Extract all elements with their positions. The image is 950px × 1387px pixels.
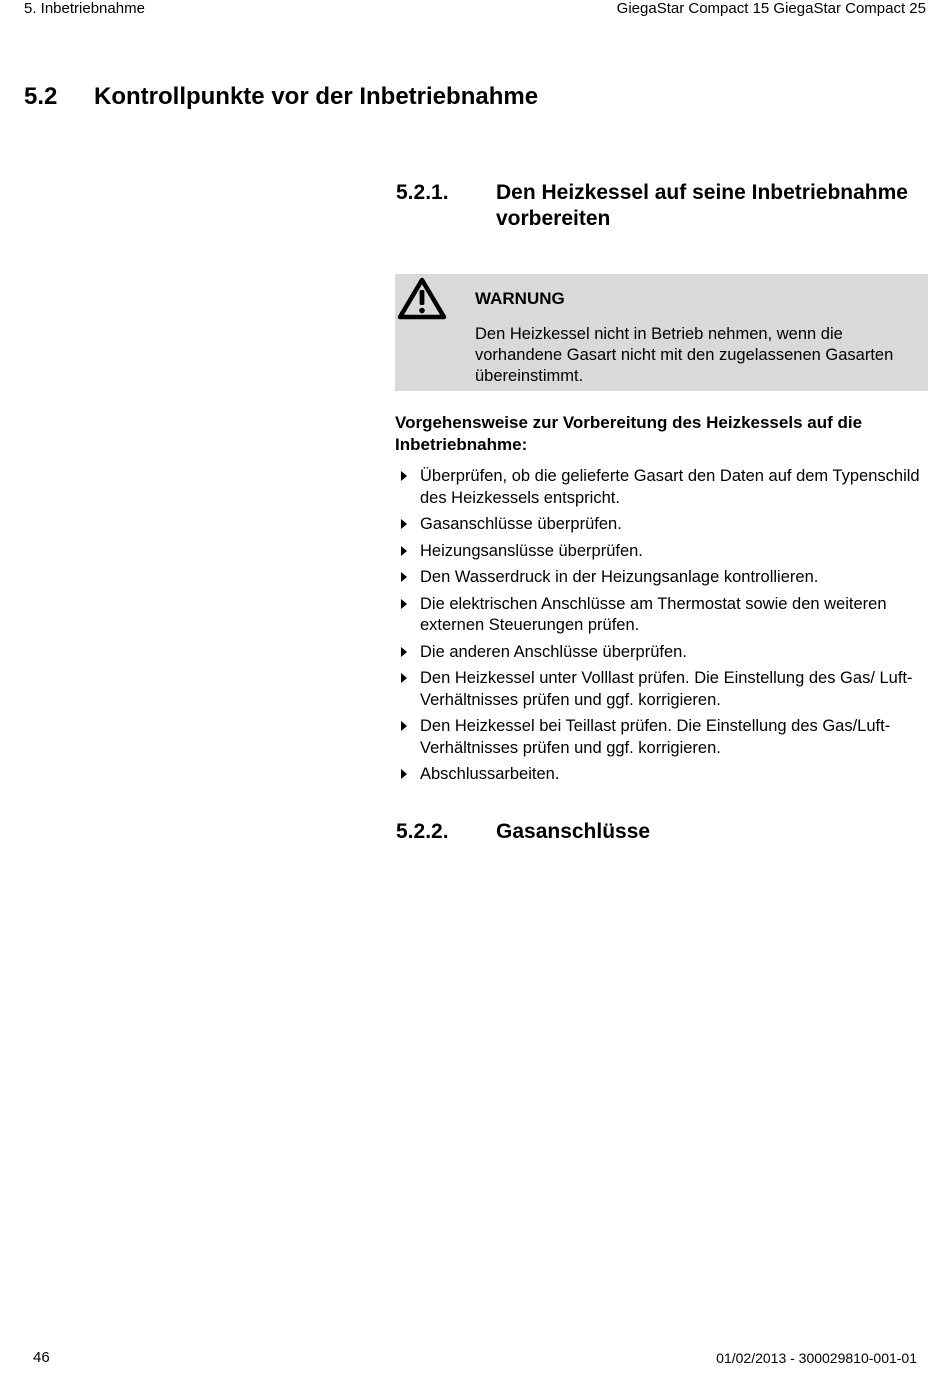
header-product: GiegaStar Compact 15 GiegaStar Compact 25 — [616, 0, 926, 17]
bullet-arrow-icon — [401, 673, 407, 683]
page-number: 46 — [33, 1349, 50, 1366]
step-text: Den Heizkessel bei Teillast prüfen. Die Einstellung des Gas/Luft-Verhältnisses prüfen und ggf. korrigieren. — [420, 717, 891, 757]
step-text: Überprüfen, ob die gelieferte Gasart den Daten auf dem Typenschild des Heizkessels entspricht. — [420, 467, 920, 507]
bullet-arrow-icon — [401, 721, 407, 731]
warning-triangle-icon — [397, 276, 447, 320]
bullet-arrow-icon — [401, 471, 407, 481]
subsection-heading-2 — [396, 819, 936, 845]
list-item — [398, 642, 938, 664]
subsection-title-2: Gasanschlüsse — [496, 820, 651, 843]
list-item — [398, 764, 938, 786]
step-text: Die elektrischen Anschlüsse am Thermostat sowie den weiteren externen Steuerungen prüfen. — [420, 594, 887, 634]
bullet-arrow-icon — [401, 572, 407, 582]
warning-title: WARNUNG — [475, 289, 565, 308]
step-text: Die anderen Anschlüsse überprüfen. — [420, 642, 687, 661]
section-heading — [24, 82, 538, 112]
list-item — [398, 668, 938, 711]
warning-box — [395, 274, 928, 391]
procedure-intro: Vorgehensweise zur Vorbereitung des Heizkessels auf die Inbetriebnahme: — [395, 413, 863, 454]
list-item — [398, 514, 938, 536]
subsection-title-1: Den Heizkessel auf seine Inbetriebnahme vorbereiten — [496, 181, 908, 230]
bullet-arrow-icon — [401, 647, 407, 657]
subsection-heading-1 — [396, 180, 936, 232]
step-text: Den Heizkessel unter Volllast prüfen. Die Einstellung des Gas/ Luft-Verhältnisses prüfen und ggf. korrigieren. — [420, 669, 913, 709]
list-item — [398, 541, 938, 563]
list-item — [398, 567, 938, 589]
list-item — [398, 716, 938, 759]
bullet-arrow-icon — [401, 769, 407, 779]
step-text: Den Wasserdruck in der Heizungsanlage kontrollieren. — [420, 568, 819, 586]
subsection-number-1: 5.2.1. — [396, 181, 449, 204]
subsection-number-2: 5.2.2. — [396, 820, 449, 843]
step-text: Heizungsanslüsse überprüfen. — [420, 541, 643, 560]
section-number: 5.2 — [24, 83, 58, 110]
warning-text: Den Heizkessel nicht in Betrieb nehmen, wenn die vorhandene Gasart nicht mit den zugelassenen Gasarten übereinstimmt. — [475, 325, 894, 385]
header-chapter: 5. Inbetriebnahme — [24, 0, 145, 17]
document-reference: 01/02/2013 - 300029810-001-01 — [716, 1350, 917, 1366]
step-text: Gasanschlüsse überprüfen. — [420, 515, 622, 533]
list-item — [398, 594, 938, 637]
list-item — [398, 466, 938, 509]
procedure-steps — [398, 466, 938, 791]
bullet-arrow-icon — [401, 599, 407, 609]
step-text: Abschlussarbeiten. — [420, 765, 560, 783]
section-title: Kontrollpunkte vor der Inbetriebnahme — [94, 83, 539, 110]
bullet-arrow-icon — [401, 546, 407, 556]
bullet-arrow-icon — [401, 519, 407, 529]
